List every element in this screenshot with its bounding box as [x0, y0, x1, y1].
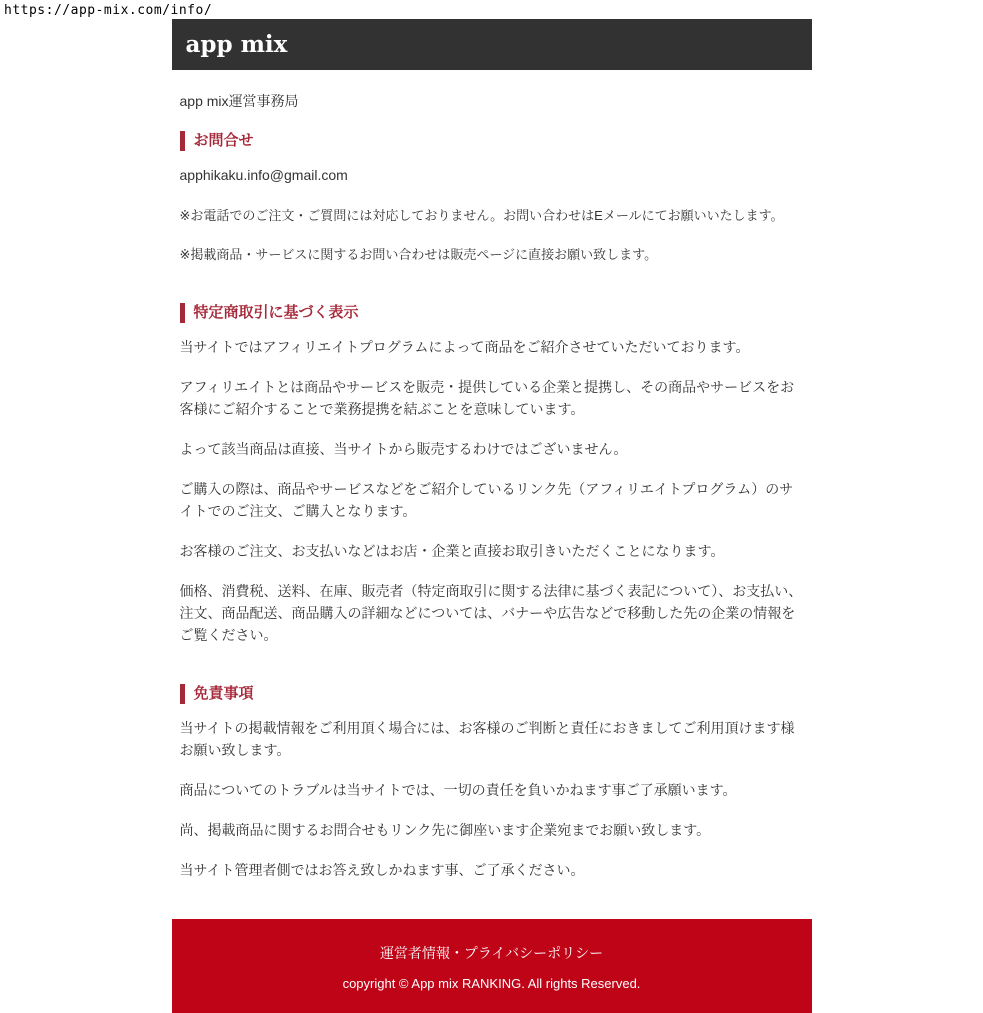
contact-heading: お問合せ: [180, 131, 804, 151]
footer-privacy-policy-link[interactable]: 運営者情報・プライバシーポリシー: [379, 945, 604, 961]
tokushoho-paragraph: 当サイトではアフィリエイトプログラムによって商品をご紹介させていただいております。: [179, 339, 750, 355]
contact-email: apphikaku.info@gmail.com: [179, 167, 348, 183]
disclaimer-paragraph: 当サイトの掲載情報をご利用頂く場合には、お客様のご判断と責任におきましてご利用頂けます様お願い致します。: [179, 720, 795, 758]
operator-name: app mix運営事務局: [179, 93, 299, 109]
disclaimer-paragraph: 商品についてのトラブルは当サイトでは、一切の責任を負いかねます事ご了承願います。: [179, 782, 737, 798]
page-container: [172, 0, 812, 1013]
contact-note-phone: ※お電話でのご注文・ご質問には対応しておりません。お問い合わせはEメールにてお願いいたします。: [179, 208, 784, 223]
footer-copyright: copyright © App mix RANKING. All rights Reserved.: [342, 976, 641, 991]
section-disclaimer: [180, 684, 804, 881]
tokushoho-paragraph: 価格、消費税、送料、在庫、販売者（特定商取引に関する法律に基づく表記について）、お支払い、注文、商品配送、商品購入の詳細などについては、バナーや広告などで移動した先の企業の情報をご覧ください。: [179, 583, 803, 643]
disclaimer-heading: 免責事項: [180, 684, 804, 704]
page-url: https://app-mix.com/info/: [4, 3, 213, 18]
tokushoho-paragraph: お客様のご注文、お支払いなどはお店・企業と直接お取引きいただくことになります。: [179, 543, 725, 559]
tokushoho-paragraph: ご購入の際は、商品やサービスなどをご紹介しているリンク先（アフィリエイトプログラム）のサイトでのご注文、ご購入となります。: [179, 481, 794, 519]
tokushoho-heading: 特定商取引に基づく表示: [180, 303, 804, 323]
section-contact: [180, 131, 804, 263]
site-footer: [172, 919, 812, 1013]
contact-note-products: ※掲載商品・サービスに関するお問い合わせは販売ページに直接お願い致します。: [179, 247, 658, 262]
site-logo[interactable]: app mix: [185, 31, 288, 58]
tokushoho-paragraph: よって該当商品は直接、当サイトから販売するわけではございません。: [179, 441, 628, 457]
tokushoho-paragraph: アフィリエイトとは商品やサービスを販売・提供している企業と提携し、その商品やサービスをお客様にご紹介することで業務提携を結ぶことを意味しています。: [179, 379, 795, 417]
section-tokushoho: [180, 303, 804, 646]
disclaimer-paragraph: 当サイト管理者側ではお答え致しかねます事、ご了承ください。: [179, 862, 585, 878]
main-content: [172, 92, 812, 881]
site-header: [172, 19, 812, 70]
disclaimer-paragraph: 尚、掲載商品に関するお問合せもリンク先に御座います企業宛までお願い致します。: [179, 822, 711, 838]
